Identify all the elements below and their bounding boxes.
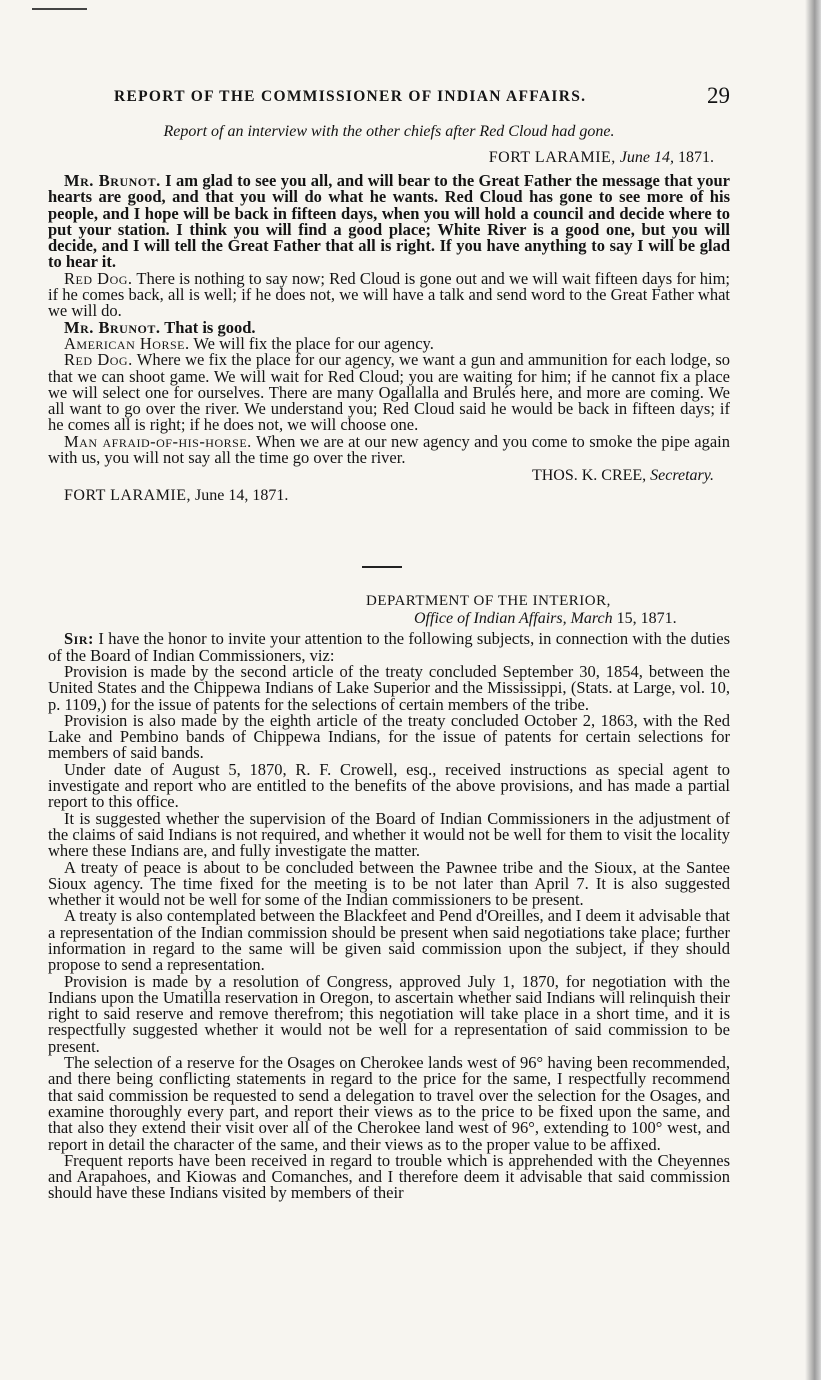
page-edge-shadow [805, 0, 821, 1380]
salutation: Sir: [64, 629, 95, 649]
page-number: 29 [707, 83, 730, 108]
speaker-name: Red Dog. [64, 350, 133, 370]
closing-place: FORT LARAMIE, [64, 487, 192, 505]
speaker-name: Mr. Brunot. [64, 171, 161, 190]
dateline-year: 1871. [678, 149, 714, 166]
letter-paragraph: Frequent reports have been received in regard to trouble which is apprehended with the Cheyennes and Arapahoes, and Kiowas and Comanches, and I therefore deem it advisable that said commission should have these Indians visited by members of their [48, 1150, 730, 1203]
closing-date: June 14, [195, 487, 249, 505]
letter-paragraph: Under date of August 5, 1870, R. F. Crowell, esq., received instructions as special agent to investigate and report who are entitled to the benefits of the above provisions, and has made a partial report to this office. [48, 759, 730, 812]
speaker-name: Red Dog. [64, 268, 133, 288]
speech-paragraph [48, 352, 730, 433]
letter-paragraph: A treaty is also contemplated between the Blackfeet and Pend d'Oreilles, and I deem it advisable that a representation of the Indian commission should be present when said negotiations take place; further information in regard to the same will be given said commission upon the subject, if they should propose to send a representation. [48, 906, 730, 975]
dateline-date: June 14, [619, 149, 674, 166]
speech-paragraph [48, 173, 730, 271]
speaker-name: Mr. Brunot. [64, 317, 161, 337]
signature-title: Secretary. [650, 467, 714, 485]
scan-mark [32, 8, 87, 10]
letter-paragraph: A treaty of peace is about to be concluded between the Pawnee tribe and the Sioux, at the Santee Sioux agency. The time fixed for the meeting is to be not later than April 7. It is also suggested whether it would not be well for some of the Indian commissioners to be present. [48, 857, 730, 910]
speaker-name: American Horse. [64, 333, 190, 353]
letter-paragraph: Provision is made by the second article of the treaty concluded September 30, 1854, between the United States and the Chippewa Indians of Lake Superior and the Mississippi, (Stats. at Large, vol. 10, p. 1109,) for the issue of patents for the selections of certain members of the tribe. [48, 661, 730, 714]
signature [48, 467, 714, 485]
dateline-place: FORT LARAMIE, [488, 149, 616, 166]
dateline [48, 149, 714, 167]
section-divider [362, 566, 402, 568]
interview-transcript [48, 173, 730, 466]
speech-text: When we are at our new agency and you come to smoke the pipe again with us, you will not say all the time go over the river. [48, 431, 731, 468]
letter-paragraph: It is suggested whether the supervision of the Board of Indian Commissioners in the adjustment of the claims of said Indians is not required, and whether it would not be well for them to visit the locality where these Indians are, and fully investigate the matter. [48, 808, 730, 861]
letterhead-department: DEPARTMENT OF THE INTERIOR, [366, 593, 611, 610]
speech-text: I am glad to see you all, and will bear to the Great Father the message that your hearts are good, and that you will do what he wants. Red Cloud has gone to see more of his people, and I hope will be back in fifteen days, when you will hold a council and decide where to put your station. I think you will find a good place; White River is a good one, but you will decide, and I will tell the Great Father that all is right. If you have anything to say I will be glad to hear it. [48, 171, 731, 272]
letterhead-office [414, 610, 730, 627]
letterhead [366, 593, 730, 627]
speech-paragraph [48, 431, 731, 468]
closing-year: 1871. [252, 487, 289, 505]
speech-text: We will fix the place for our agency. [193, 333, 434, 353]
running-head-title: REPORT OF THE COMMISSIONER OF INDIAN AFFAIRS. [114, 88, 587, 105]
signature-name: THOS. K. CREE, [531, 467, 647, 485]
speech-text: Where we fix the place for our agency, we want a gun and ammunition for each lodge, so that we can shoot game. We will wait for Red Cloud; you are waiting for him; if he cannot fix a place we will select one for ourselves. There are many Ogallalla and Brulés here, and more are coming. We all want to go over the river. We understand you; Red Cloud said he would be back in fifteen days; if he comes all is right; if he does not, we will choose one. [48, 350, 731, 435]
running-head [48, 83, 730, 113]
letterhead-office-name: Office of Indian Affairs, March [414, 610, 613, 628]
letterhead-date: 15, 1871. [616, 610, 677, 628]
closing-dateline [64, 487, 730, 505]
page-content [48, 83, 730, 1202]
letter-body [48, 631, 730, 1201]
speaker-name: Man afraid-of-his-horse. [64, 431, 252, 451]
section-subheading: Report of an interview with the other chiefs after Red Cloud had gone. [163, 123, 615, 140]
letter-salutation-paragraph [48, 631, 730, 664]
letter-paragraph: Provision is also made by the eighth article of the treaty concluded October 2, 1863, with the Red Lake and Pembino bands of Chippewa Indians, for the issue of patents for certain selections for members of said bands. [48, 710, 730, 763]
speech-paragraph [48, 268, 731, 321]
speech-text: There is nothing to say now; Red Cloud is gone out and we will wait fifteen days for him; if he comes back, all is well; if he does not, we will have a talk and send word to the Great Father what we will do. [48, 268, 731, 321]
speech-text: That is good. [164, 317, 256, 337]
letter-paragraph: The selection of a reserve for the Osages on Cherokee lands west of 96° having been recommended, and there being conflicting statements in regard to the price for the same, I respectfully recommend that said commission be requested to send a delegation to travel over the selection for the Osages, and examine thoroughly every part, and report their views as to the price to be fixed upon the same, and that also they extend their visit over all of the Cherokee land west of 96°, extending to 100° west, and report in detail the character of the same, and their views as to the proper value to be affixed. [48, 1053, 730, 1154]
letter-paragraph: Provision is made by a resolution of Congress, approved July 1, 1870, for negotiation with the Indians upon the Umatilla reservation in Oregon, to ascertain whether said Indians will relinquish their right to said reserve and remove therefrom; this negotiation will take place in a short time, and it is respectfully suggested whether it would not be well for a representation of said commission to be present. [48, 971, 730, 1056]
salutation-text: I have the honor to invite your attention to the following subjects, in connection with the duties of the Board of Indian Commissioners, viz: [48, 629, 731, 665]
